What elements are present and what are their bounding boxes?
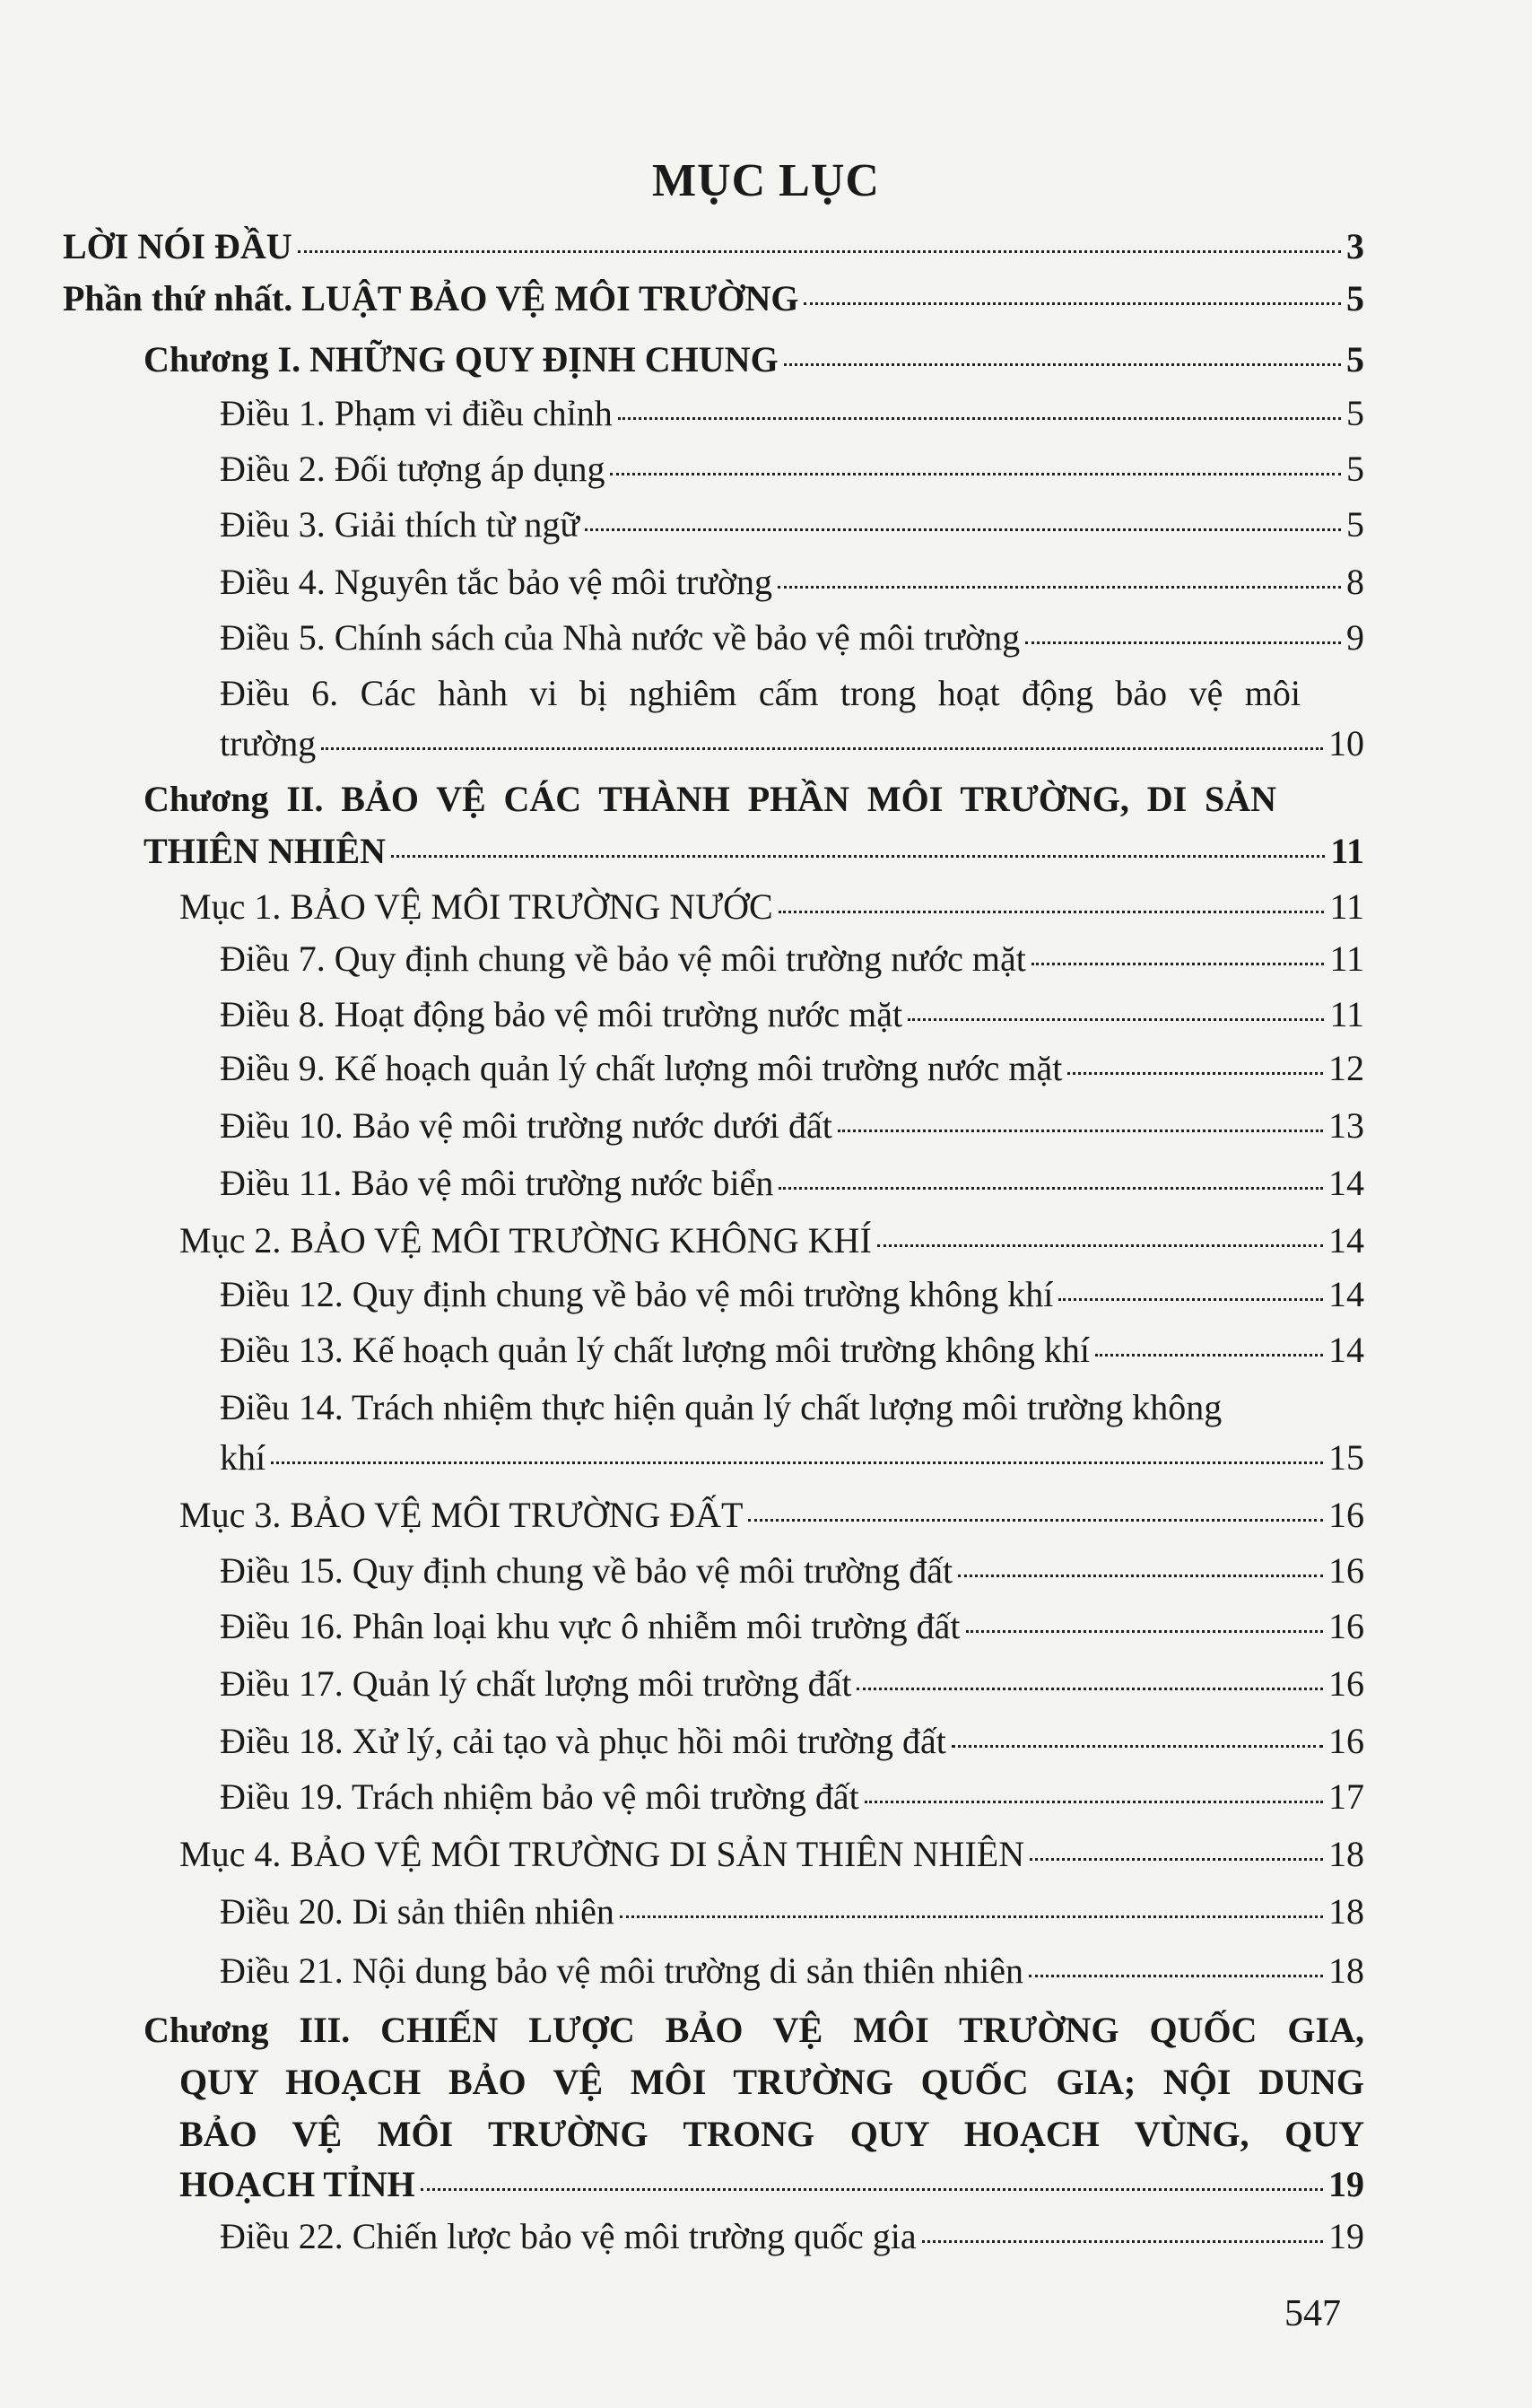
- toc-entry-article-3[interactable]: [220, 499, 1364, 551]
- toc-page-number: 5: [1346, 393, 1364, 433]
- toc-entry-label: Điều 19. Trách nhiệm bảo vệ môi trường đất: [220, 1776, 859, 1817]
- toc-entry-label: Mục 3. BẢO VỆ MÔI TRƯỜNG ĐẤT: [179, 1495, 744, 1535]
- toc-entry-preface[interactable]: [63, 221, 1364, 273]
- toc-page-number: 11: [1330, 831, 1364, 871]
- toc-entry-article-11[interactable]: [220, 1157, 1364, 1209]
- toc-page-number: 16: [1328, 1721, 1364, 1761]
- toc-entry-article-9[interactable]: [220, 1043, 1364, 1095]
- toc-entry-article-20[interactable]: [220, 1886, 1364, 1938]
- toc-entry-label: Điều 1. Phạm vi điều chỉnh: [220, 393, 613, 433]
- dot-leader: [391, 855, 1325, 858]
- toc-page-number: 16: [1328, 1550, 1364, 1591]
- toc-entry-label: Điều 10. Bảo vệ môi trường nước dưới đất: [220, 1105, 832, 1146]
- toc-page-number: 19: [1328, 2164, 1364, 2204]
- toc-entry-label: Điều 12. Quy định chung về bảo vệ môi trường không khí: [220, 1274, 1054, 1314]
- toc-entry-article-19[interactable]: [220, 1771, 1364, 1823]
- dot-leader: [585, 528, 1341, 531]
- toc-entry-line: QUY HOẠCH BẢO VỆ MÔI TRƯỜNG QUỐC GIA; NỘI DUNG: [179, 2062, 1364, 2102]
- dot-leader: [966, 1630, 1323, 1633]
- toc-entry-label: Điều 17. Quản lý chất lượng môi trường đất: [220, 1663, 852, 1704]
- toc-entry-article-4[interactable]: [220, 556, 1364, 608]
- dot-leader: [1031, 963, 1325, 965]
- toc-entry-label: Điều 7. Quy định chung về bảo vệ môi trường nước mặt: [220, 938, 1026, 979]
- toc-page-number: 11: [1329, 886, 1364, 927]
- dot-leader: [1067, 1072, 1323, 1075]
- dot-leader: [908, 1018, 1324, 1021]
- toc-page-number: 14: [1328, 1330, 1364, 1370]
- toc-page-number: 8: [1346, 562, 1364, 602]
- toc-entry-label: Điều 13. Kế hoạch quản lý chất lượng môi trường không khí: [220, 1330, 1090, 1370]
- toc-page-number: 5: [1346, 449, 1364, 489]
- toc-page-number: 5: [1346, 278, 1364, 318]
- toc-page-number: 16: [1328, 1606, 1364, 1646]
- dot-leader: [421, 2188, 1323, 2191]
- toc-page-number: 11: [1329, 994, 1364, 1034]
- toc-entry-chapter-1[interactable]: [144, 334, 1364, 386]
- toc-entry-label: Điều 18. Xử lý, cải tạo và phục hồi môi trường đất: [220, 1721, 946, 1761]
- dot-leader: [778, 586, 1341, 589]
- dot-leader: [748, 1519, 1323, 1522]
- toc-page-number: 19: [1328, 2216, 1364, 2256]
- toc-entry-label: HOẠCH TỈNH: [179, 2164, 415, 2204]
- toc-entry-line: Điều 6. Các hành vi bị nghiêm cấm trong hoạt động bảo vệ môi: [220, 673, 1301, 713]
- toc-entry-label: trường: [220, 723, 317, 763]
- toc-entry-article-5[interactable]: [220, 612, 1364, 664]
- dot-leader: [610, 473, 1341, 475]
- toc-entry-label: Điều 3. Giải thích từ ngữ: [220, 504, 580, 545]
- toc-page-number: 16: [1328, 1663, 1364, 1704]
- toc-entry-label: Mục 1. BẢO VỆ MÔI TRƯỜNG NƯỚC: [179, 886, 773, 927]
- dot-leader: [271, 1461, 1323, 1464]
- toc-entry-article-2[interactable]: [220, 443, 1364, 495]
- toc-entry-line: BẢO VỆ MÔI TRƯỜNG TRONG QUY HOẠCH VÙNG, QUY: [179, 2114, 1364, 2154]
- toc-entry-label: Điều 2. Đối tượng áp dụng: [220, 449, 605, 489]
- toc-entry-label: Điều 11. Bảo vệ môi trường nước biển: [220, 1163, 774, 1203]
- toc-entry-article-16[interactable]: [220, 1601, 1364, 1653]
- toc-entry-label: Mục 4. BẢO VỆ MÔI TRƯỜNG DI SẢN THIÊN NHIÊN: [179, 1834, 1025, 1874]
- dot-leader: [804, 302, 1341, 305]
- page-title: MỤC LỤC: [652, 155, 880, 206]
- toc-page-number: 5: [1346, 504, 1364, 545]
- dot-leader: [1029, 1975, 1323, 1977]
- toc-entry-label: Điều 15. Quy định chung về bảo vệ môi trường đất: [220, 1550, 953, 1591]
- page-number: 547: [1284, 2293, 1341, 2334]
- toc-entry-label: Điều 8. Hoạt động bảo vệ môi trường nước mặt: [220, 994, 903, 1034]
- dot-leader: [618, 417, 1341, 420]
- dot-leader: [838, 1130, 1323, 1132]
- toc-entry-label: Điều 5. Chính sách của Nhà nước về bảo vệ môi trường: [220, 617, 1021, 658]
- toc-entry-article-22[interactable]: [220, 2211, 1364, 2263]
- toc-entry-article-21[interactable]: [220, 1945, 1364, 1997]
- toc-page-number: 17: [1328, 1776, 1364, 1817]
- toc-page-number: 15: [1328, 1437, 1364, 1478]
- toc-entry-label: Điều 20. Di sản thiên nhiên: [220, 1891, 614, 1932]
- toc-entry-section-2[interactable]: [179, 1215, 1364, 1267]
- dot-leader: [865, 1801, 1323, 1803]
- toc-entry-section-1[interactable]: [179, 881, 1364, 933]
- toc-entry-article-13[interactable]: [220, 1324, 1364, 1376]
- toc-page-number: 14: [1328, 1220, 1364, 1261]
- toc-entry-line: Chương II. BẢO VỆ CÁC THÀNH PHẦN MÔI TRƯỜNG, DI SẢN: [144, 779, 1276, 819]
- toc-page-number: 14: [1328, 1274, 1364, 1314]
- toc-entry-label: Điều 21. Nội dung bảo vệ môi trường di sản thiên nhiên: [220, 1950, 1024, 1991]
- toc-page-number: 10: [1328, 723, 1364, 763]
- dot-leader: [958, 1575, 1323, 1577]
- toc-entry-article-14[interactable]: [220, 1432, 1364, 1484]
- dot-leader: [620, 1915, 1323, 1918]
- toc-entry-label: khí: [220, 1437, 266, 1478]
- dot-leader: [298, 250, 1341, 253]
- dot-leader: [1095, 1354, 1323, 1357]
- toc-entry-label: Điều 22. Chiến lược bảo vệ môi trường quốc gia: [220, 2216, 917, 2256]
- toc-page-number: 3: [1346, 226, 1364, 266]
- dot-leader: [779, 911, 1325, 913]
- toc-page-number: 18: [1328, 1950, 1364, 1991]
- dot-leader: [321, 747, 1323, 750]
- toc-entry-chapter-3[interactable]: [179, 2159, 1364, 2211]
- toc-page-number: 18: [1328, 1834, 1364, 1874]
- toc-entry-label: Điều 4. Nguyên tắc bảo vệ môi trường: [220, 562, 773, 602]
- dot-leader: [784, 363, 1341, 366]
- dot-leader: [1030, 1858, 1323, 1861]
- toc-entry-article-7[interactable]: [220, 933, 1364, 985]
- toc-entry-label: Mục 2. BẢO VỆ MÔI TRƯỜNG KHÔNG KHÍ: [179, 1220, 872, 1261]
- toc-page-number: 16: [1328, 1495, 1364, 1535]
- toc-page-number: 5: [1346, 339, 1364, 380]
- toc-entry-label: LỜI NÓI ĐẦU: [63, 226, 292, 266]
- toc-page-number: 12: [1328, 1048, 1364, 1088]
- dot-leader: [1025, 641, 1341, 644]
- toc-entry-label: Điều 9. Kế hoạch quản lý chất lượng môi trường nước mặt: [220, 1048, 1063, 1088]
- toc-entry-label: THIÊN NHIÊN: [144, 831, 387, 871]
- dot-leader: [779, 1187, 1323, 1190]
- toc-entry-article-15[interactable]: [220, 1545, 1364, 1597]
- toc-entry-article-10[interactable]: [220, 1100, 1364, 1152]
- toc-entry-article-8[interactable]: [220, 989, 1364, 1041]
- dot-leader: [922, 2240, 1323, 2243]
- toc-page-number: 13: [1328, 1105, 1364, 1146]
- toc-entry-article-1[interactable]: [220, 388, 1364, 440]
- toc-entry-line: Điều 14. Trách nhiệm thực hiện quản lý chất lượng môi trường không: [220, 1387, 1223, 1427]
- toc-entry-label: Điều 16. Phân loại khu vực ô nhiễm môi trường đất: [220, 1606, 961, 1646]
- toc-page-number: 11: [1329, 938, 1364, 979]
- toc-entry-section-4[interactable]: [179, 1828, 1364, 1880]
- dot-leader: [857, 1688, 1323, 1690]
- toc-entry-article-6[interactable]: [220, 718, 1364, 770]
- toc-entry-part-1[interactable]: [63, 273, 1364, 325]
- toc-entry-article-17[interactable]: [220, 1658, 1364, 1710]
- toc-page-number: 14: [1328, 1163, 1364, 1203]
- toc-entry-section-3[interactable]: [179, 1489, 1364, 1541]
- toc-page-number: 9: [1346, 617, 1364, 658]
- toc-entry-label: Chương I. NHỮNG QUY ĐỊNH CHUNG: [144, 339, 779, 380]
- dot-leader: [1058, 1298, 1323, 1301]
- dot-leader: [877, 1244, 1323, 1247]
- dot-leader: [952, 1745, 1323, 1748]
- toc-entry-label: Phần thứ nhất. LUẬT BẢO VỆ MÔI TRƯỜNG: [63, 278, 799, 318]
- toc-page-number: 18: [1328, 1891, 1364, 1932]
- toc-entry-line: Chương III. CHIẾN LƯỢC BẢO VỆ MÔI TRƯỜNG QUỐC GIA,: [144, 2010, 1364, 2050]
- toc-entry-article-18[interactable]: [220, 1715, 1364, 1767]
- toc-entry-article-12[interactable]: [220, 1269, 1364, 1321]
- toc-entry-chapter-2[interactable]: [144, 825, 1364, 877]
